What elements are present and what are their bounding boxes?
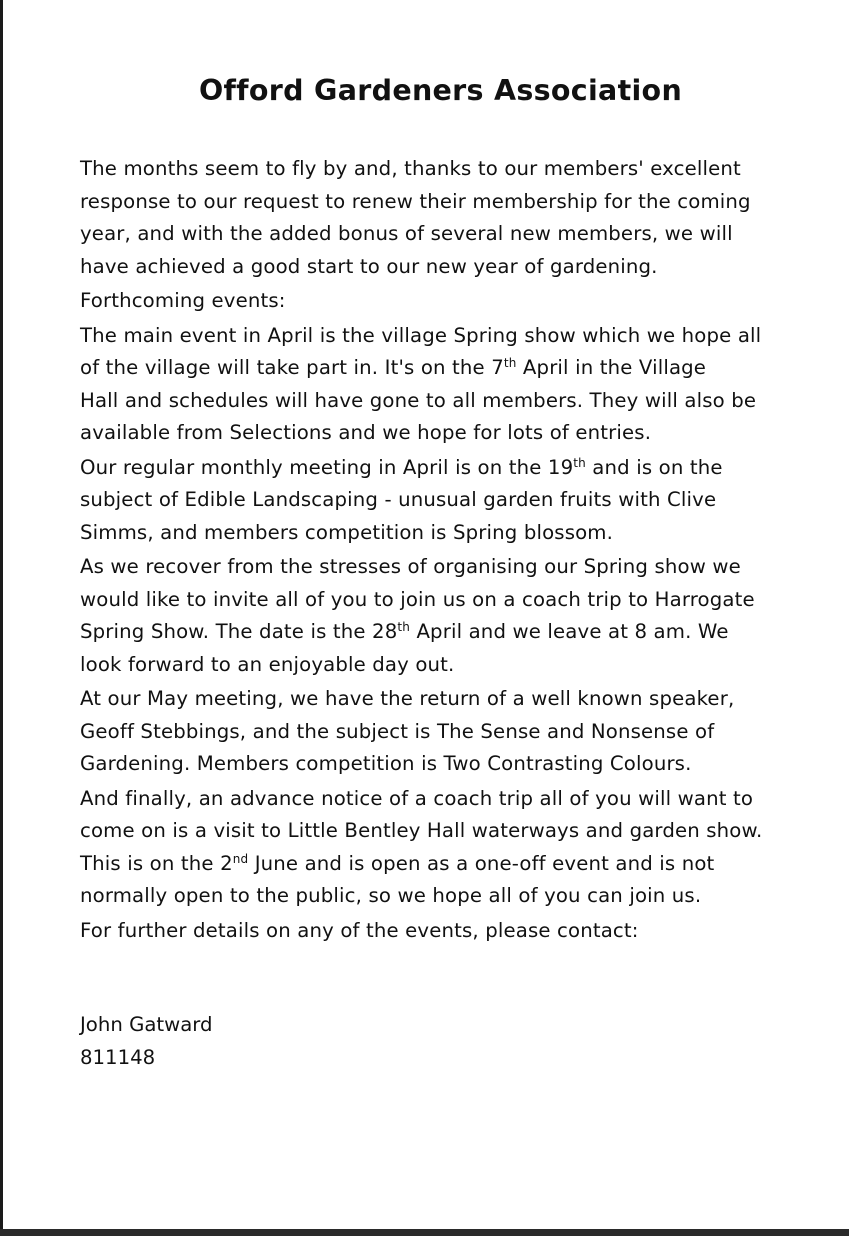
contact-name: John Gatward bbox=[80, 1013, 213, 1036]
ordinal-suffix: th bbox=[573, 455, 586, 470]
text-line: And finally, an advance notice of a coach trip all of you will want to bbox=[80, 786, 754, 810]
text-line: The months seem to fly by and, thanks to our members' excellent bbox=[80, 157, 741, 180]
text-line: come on is a visit to Little Bentley Hall waterways and garden show. bbox=[80, 819, 763, 842]
text-segment: Our regular monthly meeting in April is on the 19 bbox=[80, 455, 574, 479]
text-line: Forthcoming events: bbox=[80, 289, 286, 312]
paragraph-contact-prompt bbox=[80, 915, 820, 948]
contact-phone: 811148 bbox=[80, 1046, 156, 1069]
document-body bbox=[80, 153, 820, 949]
text-line: Simms, and members competition is Spring blossom. bbox=[80, 520, 614, 544]
document-title: Offord Gardeners Association bbox=[198, 74, 683, 107]
text-line bbox=[80, 616, 820, 649]
text-segment: April in the Village bbox=[516, 356, 707, 379]
ordinal-suffix: nd bbox=[232, 851, 249, 866]
text-segment: Spring Show. The date is the 28 bbox=[80, 620, 398, 643]
text-line: For further details on any of the events, please contact: bbox=[80, 918, 639, 942]
text-line: response to our request to renew their membership for the coming bbox=[80, 189, 751, 213]
text-line: would like to invite all of you to join us on a coach trip to Harrogate bbox=[80, 587, 755, 611]
text-line: available from Selections and we hope for lots of entries. bbox=[80, 421, 652, 444]
text-line: As we recover from the stresses of organising our Spring show we bbox=[80, 555, 741, 578]
text-segment: of the village will take part in. It's on the 7 bbox=[80, 356, 504, 379]
paragraph-may-meeting bbox=[80, 683, 820, 781]
text-line: have achieved a good start to our new year of gardening. bbox=[80, 254, 658, 278]
paragraph-intro bbox=[80, 153, 820, 283]
scan-left-edge bbox=[0, 0, 3, 1236]
paragraph-harrogate-trip bbox=[80, 551, 820, 681]
text-segment: and is on the bbox=[585, 455, 723, 479]
text-line bbox=[80, 848, 820, 881]
text-line: look forward to an enjoyable day out. bbox=[80, 652, 455, 676]
text-line: Geoff Stebbings, and the subject is The Sense and Nonsense of bbox=[80, 719, 715, 743]
text-line bbox=[80, 452, 820, 485]
text-line: normally open to the public, so we hope all of you can join us. bbox=[80, 884, 702, 907]
contact-block bbox=[80, 1008, 213, 1074]
text-segment: June and is open as a one-off event and is not bbox=[248, 851, 715, 875]
paragraph-spring-show bbox=[80, 320, 820, 450]
text-line: year, and with the added bonus of several new members, we will bbox=[80, 222, 733, 245]
text-line: Hall and schedules will have gone to all members. They will also be bbox=[80, 388, 757, 412]
ordinal-suffix: th bbox=[503, 356, 517, 370]
text-line: At our May meeting, we have the return of a well known speaker, bbox=[80, 687, 735, 710]
paragraph-forthcoming-events bbox=[80, 285, 820, 318]
scan-bottom-edge bbox=[0, 1229, 849, 1236]
text-line: Gardening. Members competition is Two Contrasting Colours. bbox=[80, 752, 692, 775]
text-segment: This is on the 2 bbox=[80, 851, 233, 875]
text-line bbox=[80, 352, 820, 385]
text-segment: April and we leave at 8 am. We bbox=[410, 620, 729, 643]
paragraph-bentley-hall-trip bbox=[80, 783, 820, 913]
ordinal-suffix: th bbox=[397, 620, 411, 634]
paragraph-monthly-meeting bbox=[80, 452, 820, 550]
text-line: The main event in April is the village Spring show which we hope all bbox=[80, 323, 762, 347]
text-line: subject of Edible Landscaping - unusual garden fruits with Clive bbox=[80, 488, 717, 511]
